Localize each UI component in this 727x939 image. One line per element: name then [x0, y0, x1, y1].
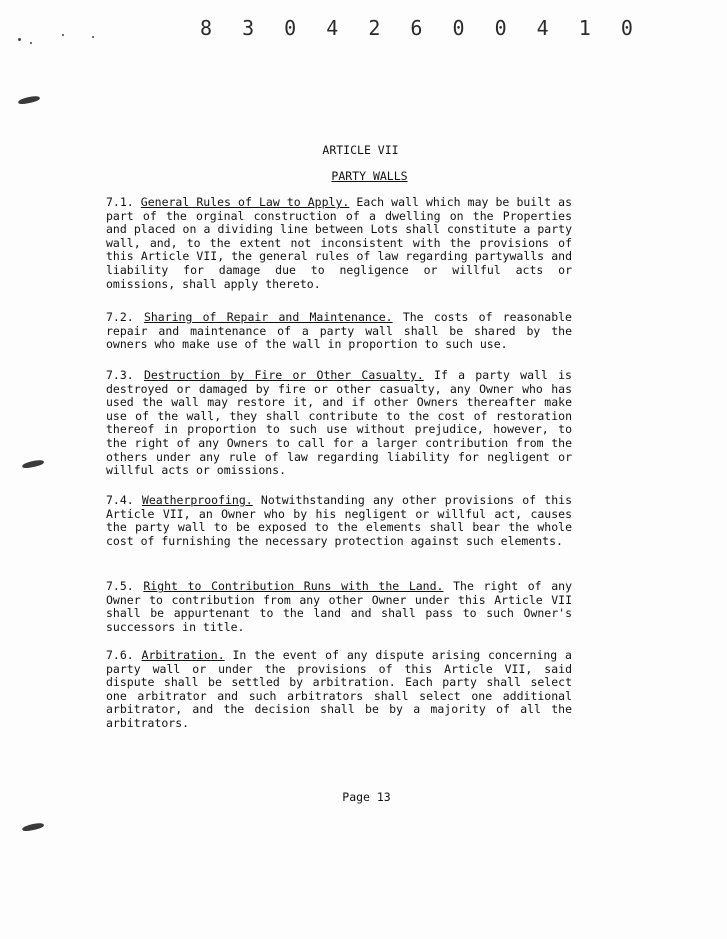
- binder-hole-mark: [18, 95, 41, 105]
- page-number: Page 13: [342, 790, 391, 804]
- article-subtitle: PARTY WALLS: [331, 169, 408, 183]
- section-body: Notwithstanding any other provisions of this Article VII, an Owner who by his negligent or willful act, causes the party wall to be exposed to the elements shall bear the whole cost of furnishing the necessary protection against such elements.: [106, 493, 572, 548]
- section-body: The costs of reasonable repair and maintenance of a party wall shall be shared by the owners who make use of the wall in proportion to such use.: [106, 310, 572, 352]
- section-body: The right of any Owner to contribution from any other Owner under this Article VII shall be appurtenant to the land and shall pass to such Owner's successors in title.: [106, 579, 572, 634]
- article-title: ARTICLE VII: [322, 143, 399, 157]
- scan-speck: [18, 38, 21, 41]
- section-title: Right to Contribution Runs with the Land.: [143, 579, 444, 593]
- section-number: 7.4.: [106, 493, 134, 507]
- section-7-5: [106, 580, 572, 634]
- document-number: 8 3 0 4 2 6 0 0 4 1 0: [200, 16, 642, 40]
- scan-speck: [30, 42, 32, 44]
- section-body: In the event of any dispute arising concerning a party wall or under the provisions of this Article VII, said dispute shall be settled by arbitration. Each party shall select one arbitrator and such arbitrators shall select one additional arbitrator, and the decision shall be by a majority of all the arbitrators.: [106, 648, 572, 730]
- section-7-1: [106, 196, 572, 291]
- section-body: If a party wall is destroyed or damaged by fire or other casualty, any Owner who has used the wall may restore it, and if other Owners thereafter make use of the wall, they shall contribute to the cost of restoration thereof in proportion to such use without prejudice, however, to the right of any Owners to call for a larger contribution from the others under any rule of law regarding liability for negligent or willful acts or omissions.: [106, 368, 572, 478]
- section-body: Each wall which may be built as part of the orginal construction of a dwelling on the Properties and placed on a dividing line between Lots shall constitute a party wall, and, to the extent not inconsistent with the provisions of this Article VII, the general rules of law regarding partywalls and liability for damage due to negligence or willful acts or omissions, shall apply thereto.: [106, 195, 572, 291]
- section-number: 7.3.: [106, 368, 134, 382]
- scan-speck: [92, 36, 94, 38]
- section-number: 7.1.: [106, 195, 134, 209]
- section-7-3: [106, 369, 572, 478]
- section-title: Weatherproofing.: [141, 493, 253, 507]
- section-7-4: [106, 494, 572, 548]
- section-number: 7.5.: [106, 579, 134, 593]
- binder-hole-mark: [22, 459, 45, 469]
- section-number: 7.6.: [106, 648, 134, 662]
- section-title: General Rules of Law to Apply.: [140, 195, 350, 209]
- scan-speck: [62, 34, 64, 36]
- section-number: 7.2.: [106, 310, 134, 324]
- section-7-2: [106, 311, 572, 352]
- section-title: Sharing of Repair and Maintenance.: [143, 310, 393, 324]
- section-7-6: [106, 649, 572, 731]
- section-title: Arbitration.: [141, 648, 225, 662]
- binder-hole-mark: [22, 822, 45, 832]
- section-title: Destruction by Fire or Other Casualty.: [143, 368, 424, 382]
